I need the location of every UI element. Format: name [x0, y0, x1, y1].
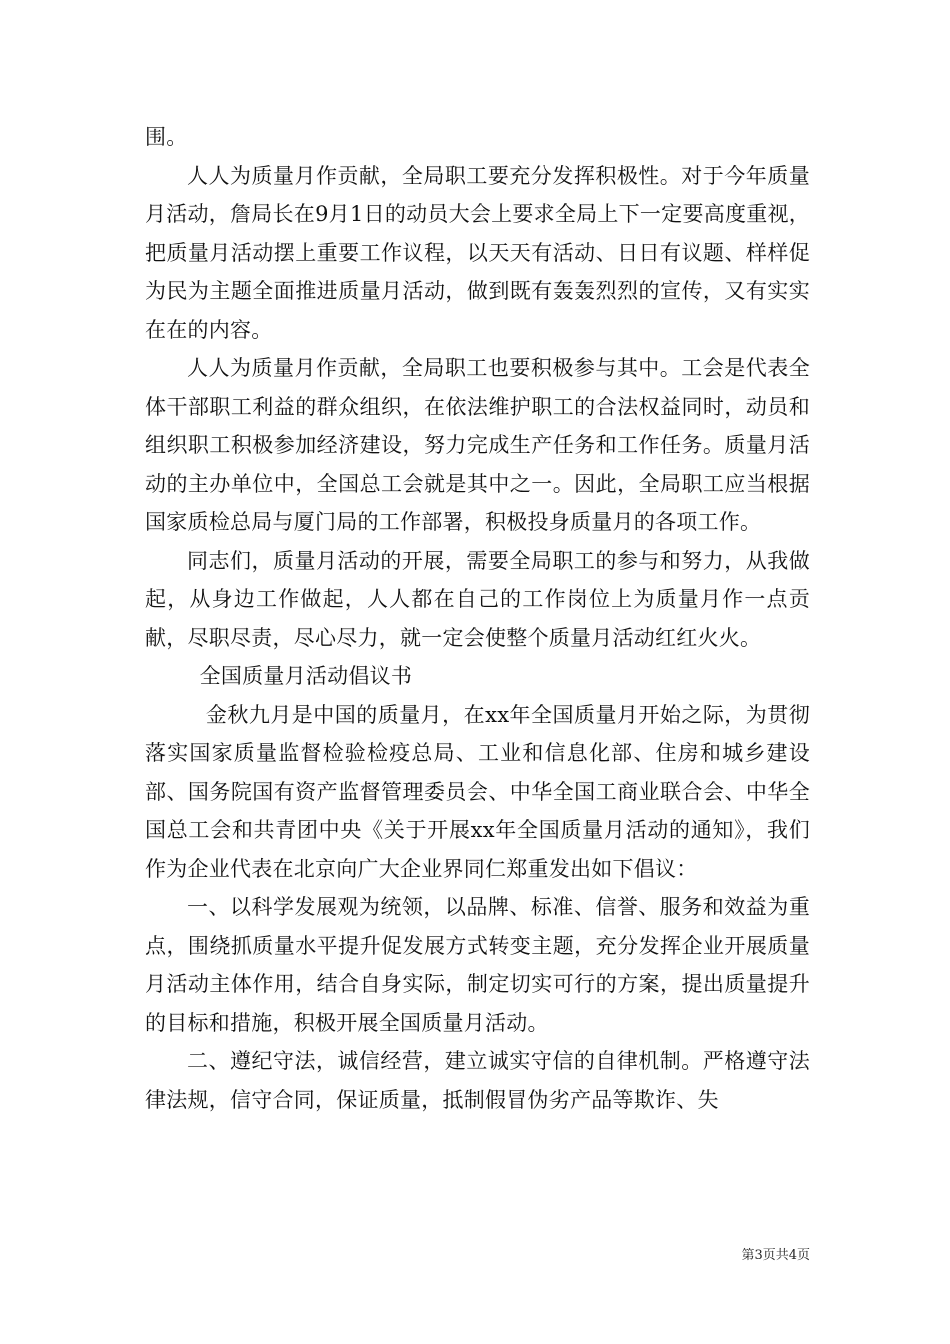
- body-text: [145, 118, 810, 1119]
- paragraph-participation: 人人为质量月作贡献，全局职工也要积极参与其中。工会是代表全体干部职工利益的群众组织，在依法维护职工的合法权益同时，动员和组织职工积极参加经济建设，努力完成生产任务和工作任务。质量月活动的主办单位中，全国总工会就是其中之一。因此，全局职工应当根据国家质检总局与厦门局的工作部署，积极投身质量月的各项工作。: [145, 356, 810, 534]
- paragraph-enthusiasm: 人人为质量月作贡献，全局职工要充分发挥积极性。对于今年质量月活动，詹局长在9月1日的动员大会上要求全局上下一定要高度重视，把质量月活动摆上重要工作议程，以天天有活动、日日有议题、样样促为民为主题全面推进质量月活动，做到既有轰轰烈烈的宣传，又有实实在在的内容。: [145, 163, 810, 342]
- page-number: 第3页共4页: [741, 1248, 810, 1263]
- paragraph-continuation: 围。: [145, 125, 188, 149]
- paragraph-proposal-2: 二、遵纪守法，诚信经营，建立诚实守信的自律机制。严格遵守法律法规，信守合同，保证质量，抵制假冒伪劣产品等欺诈、失: [145, 1049, 810, 1112]
- paragraph-proposal-1: 一、以科学发展观为统领，以品牌、标准、信誉、服务和效益为重点，围绕抓质量水平提升促发展方式转变主题，充分发挥企业开展质量月活动主体作用，结合自身实际，制定切实可行的方案，提出质量提升的目标和措施，积极开展全国质量月活动。: [145, 895, 810, 1035]
- section-heading: 全国质量月活动倡议书: [199, 664, 413, 688]
- paragraph-intro: 金秋九月是中国的质量月，在xx年全国质量月开始之际，为贯彻落实国家质量监督检验检疫总局、工业和信息化部、住房和城乡建设部、国务院国有资产监督管理委员会、中华全国工商业联合会、中华全国总工会和共青团中央《关于开展xx年全国质量月活动的通知》，我们作为企业代表在北京向广大企业界同仁郑重发出如下倡议：: [145, 702, 810, 881]
- paragraph-comrades: 同志们，质量月活动的开展，需要全局职工的参与和努力，从我做起，从身边工作做起，人人都在自己的工作岗位上为质量月作一点贡献，尽职尽责，尽心尽力，就一定会使整个质量月活动红红火火。: [145, 548, 810, 650]
